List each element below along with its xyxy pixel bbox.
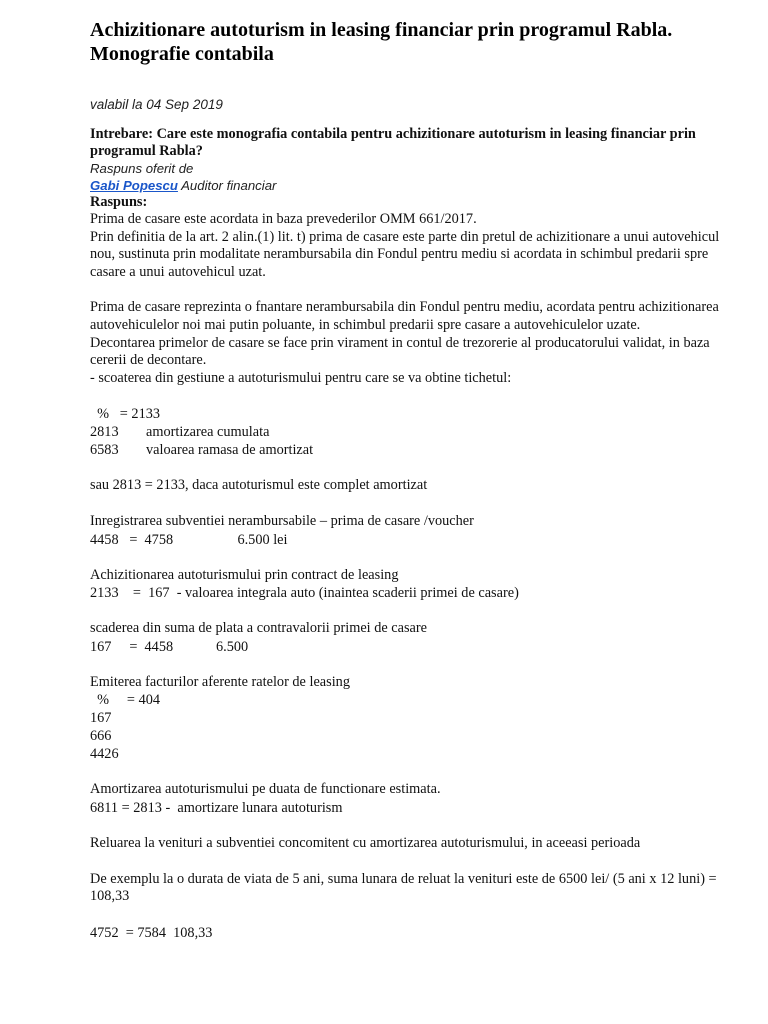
- document-page: [90, 18, 730, 942]
- paragraph-5: - scoaterea din gestiune a autoturismului pentru care se va obtine tichetul:: [90, 369, 512, 386]
- account-description: amortizarea cumulata: [146, 424, 270, 441]
- document-title: Achizitionare autoturism in leasing financiar prin programul Rabla. Monografie contabila: [90, 19, 673, 65]
- entry-2: 4458 = 4758 6.500 lei: [90, 531, 288, 548]
- paragraph-3: Prima de casare reprezinta o fnantare nerambursabila din Fondul pentru mediu, acordata pentru achizitionarea autovehiculelor noi mai putin poluante, in schimbul predarii spre casare a autovehiculelor uzate.: [90, 299, 719, 333]
- paragraph-8: Achizitionarea autoturismului prin contract de leasing: [90, 566, 399, 583]
- paragraph-2: Prin definitia de la art. 2 alin.(1) lit. t) prima de casare este parte din pretul de achizitionare a unui autovehicul nou, sustinuta prin modalitate nerambursabila din Fondul pentru mediu si acordata in schimbul predarii spre casare a unui autovehicul uzat.: [90, 228, 720, 280]
- author-line: [90, 177, 730, 194]
- answer-heading: Raspuns:: [90, 194, 148, 210]
- paragraph-1: Prima de casare este acordata in baza prevederilor OMM 661/2017.: [90, 211, 477, 227]
- entry-3: 2133 = 167 - valoarea integrala auto (inaintea scaderii primei de casare): [90, 585, 519, 602]
- entry-6: 6811 = 2813 - amortizare lunara autoturism: [90, 799, 343, 816]
- paragraph-11: Amortizarea autoturismului pe duata de functionare estimata.: [90, 781, 441, 798]
- author-role: Auditor financiar: [181, 178, 277, 193]
- author-link[interactable]: Gabi Popescu: [90, 178, 178, 193]
- validity-date: valabil la 04 Sep 2019: [90, 97, 223, 112]
- entry-1-row: [90, 441, 730, 459]
- paragraph-13: De exemplu la o durata de viata de 5 ani, suma lunara de reluat la venituri este de 6500 lei/ (5 ani x 12 luni) = 108,33: [90, 870, 717, 905]
- question-text: Intrebare: Care este monografia contabila pentru achizitionare autoturism in leasing financiar prin programul Rabla?: [90, 126, 696, 159]
- account-number: 2813: [90, 424, 119, 441]
- entry-7: 4752 = 7584 108,33: [90, 924, 213, 941]
- entry-5-head: % = 404: [90, 692, 161, 709]
- paragraph-10: Emiterea facturilor aferente ratelor de leasing: [90, 673, 350, 690]
- paragraph-6: sau 2813 = 2133, daca autoturismul este complet amortizat: [90, 477, 428, 494]
- account-description: valoarea ramasa de amortizat: [146, 442, 314, 459]
- paragraph-4: Decontarea primelor de casare se face prin virament in contul de trezorerie al producatorului validat, in baza cererii de decontare.: [90, 334, 710, 369]
- paragraph-12: Reluarea la venituri a subventiei concomitent cu amortizarea autoturismului, in aceeasi perioada: [90, 834, 641, 851]
- entry-5-account: 4426: [90, 746, 119, 763]
- entry-4: 167 = 4458 6.500: [90, 638, 249, 655]
- entry-1-head: % = 2133: [90, 406, 161, 423]
- paragraph-7: Inregistrarea subventiei nerambursabile – prima de casare /voucher: [90, 512, 474, 529]
- entry-5-account: 167: [90, 710, 112, 727]
- account-number: 6583: [90, 442, 119, 459]
- entry-5-account: 666: [90, 728, 112, 745]
- entry-1-row: [90, 423, 730, 441]
- paragraph-9: scaderea din suma de plata a contravalorii primei de casare: [90, 620, 428, 637]
- answered-by-label: Raspuns oferit de: [90, 161, 194, 176]
